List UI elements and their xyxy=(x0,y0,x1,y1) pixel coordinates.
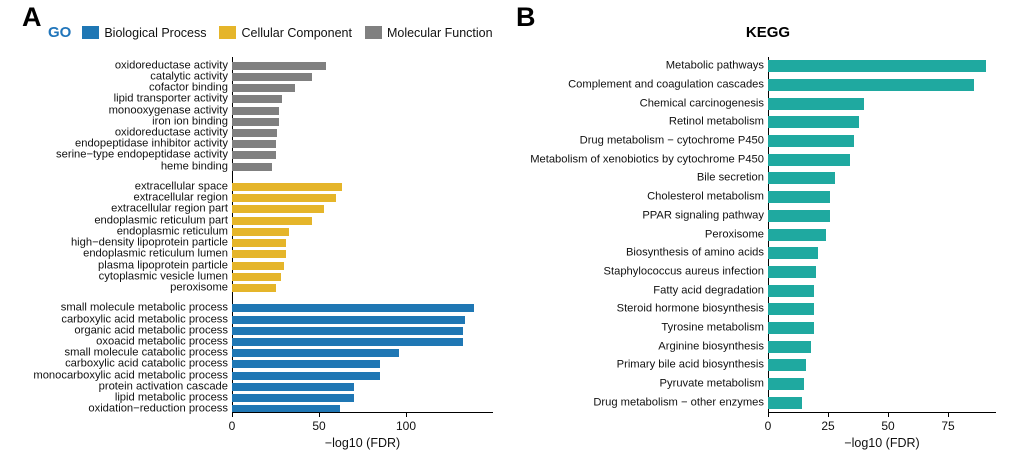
go-bar-label: cytoplasmic vesicle lumen xyxy=(98,270,228,283)
legend-item-cellular-component xyxy=(219,26,351,40)
kegg-bar xyxy=(625,246,818,259)
go-bar xyxy=(170,281,276,294)
go-bar-label: organic acid metabolic process xyxy=(74,324,228,337)
go-bar xyxy=(111,202,324,215)
legend-swatch-cellular-component xyxy=(219,26,236,39)
go-bar xyxy=(133,191,336,204)
kegg-bar-label: Bile secretion xyxy=(696,171,764,184)
go-tick xyxy=(319,412,320,417)
kegg-bar xyxy=(653,283,814,297)
go-bar xyxy=(116,225,289,238)
go-bar-label: small molecule catabolic process xyxy=(64,346,228,359)
go-bar xyxy=(74,324,463,337)
go-bar-label: heme binding xyxy=(160,160,228,173)
go-bar xyxy=(64,346,399,359)
kegg-title: KEGG xyxy=(745,24,791,41)
go-tick-label: 0 xyxy=(228,419,236,433)
legend-label-biological-process: Biological Process xyxy=(104,25,207,40)
go-bar xyxy=(98,258,284,271)
go-tick-label: 50 xyxy=(312,419,326,433)
go-bar-label: oxoacid metabolic process xyxy=(96,335,228,348)
go-bar-label: monooxygenase activity xyxy=(108,103,228,116)
kegg-bar-label: Retinol metabolism xyxy=(668,115,764,128)
go-bar-label: high−density lipoprotein particle xyxy=(70,236,228,249)
go-bar xyxy=(61,312,465,325)
go-bar xyxy=(70,236,286,249)
kegg-bar-label: Arginine biosynthesis xyxy=(658,339,764,352)
go-bar xyxy=(98,380,354,393)
go-bar xyxy=(152,115,279,128)
go-bar xyxy=(149,81,295,94)
go-bar-label: oxidoreductase activity xyxy=(114,126,228,139)
go-bar xyxy=(114,126,277,139)
kegg-tick-label: 50 xyxy=(881,419,895,433)
go-x-axis-title: −log10 (FDR) xyxy=(324,436,401,450)
go-x-axis-line xyxy=(232,412,493,413)
legend-title: GO xyxy=(48,24,72,41)
go-bar-label: iron ion binding xyxy=(152,115,228,128)
kegg-tick-label: 25 xyxy=(821,419,835,433)
go-bar-label: extracellular region xyxy=(133,191,228,204)
kegg-bar xyxy=(665,59,986,72)
kegg-tick-label: 0 xyxy=(764,419,772,433)
go-bar-label: endoplasmic reticulum lumen xyxy=(83,247,228,260)
go-bar xyxy=(114,59,326,72)
go-tick-label: 100 xyxy=(395,419,417,433)
kegg-x-axis-line xyxy=(768,412,996,413)
kegg-bar xyxy=(647,190,830,203)
kegg-bar-label: Tyrosine metabolism xyxy=(661,321,764,334)
kegg-bar xyxy=(616,302,814,315)
kegg-bar xyxy=(593,396,802,409)
go-bar-label: monocarboxylic acid metabolic process xyxy=(33,369,228,382)
go-tick xyxy=(232,412,233,417)
kegg-bar xyxy=(616,358,806,371)
go-bar xyxy=(60,301,474,314)
kegg-bar xyxy=(668,115,859,128)
kegg-bar xyxy=(704,227,826,241)
kegg-bar xyxy=(603,265,816,278)
go-bar-label: extracellular region part xyxy=(111,202,228,215)
go-bar xyxy=(56,148,276,161)
go-bar-label: protein activation cascade xyxy=(98,380,228,393)
kegg-tick-label: 75 xyxy=(941,419,955,433)
go-bar xyxy=(94,214,312,227)
legend-swatch-biological-process xyxy=(82,26,99,39)
kegg-bar xyxy=(642,209,830,222)
kegg-bar-label: Cholesterol metabolism xyxy=(647,190,764,203)
go-bar xyxy=(113,92,282,105)
go-bar xyxy=(33,369,380,382)
go-bar-label: carboxylic acid catabolic process xyxy=(65,357,228,370)
kegg-bar xyxy=(696,171,835,184)
go-bar-label: endoplasmic reticulum xyxy=(116,225,228,238)
kegg-bar-label: Metabolic pathways xyxy=(665,59,764,72)
go-bar-label: small molecule metabolic process xyxy=(60,301,228,314)
kegg-bar-label: Drug metabolism − other enzymes xyxy=(593,396,764,409)
go-bar-label: carboxylic acid metabolic process xyxy=(61,312,228,325)
kegg-bar xyxy=(639,97,864,110)
go-bar-label: lipid transporter activity xyxy=(113,92,228,105)
kegg-tick xyxy=(888,412,889,417)
go-tick xyxy=(406,412,407,417)
go-bar xyxy=(150,70,312,83)
kegg-bar xyxy=(579,134,854,147)
kegg-bar-label: Peroxisome xyxy=(704,227,764,240)
legend-label-molecular-function: Molecular Function xyxy=(386,25,493,40)
go-bar xyxy=(114,391,354,404)
go-bar xyxy=(98,270,281,283)
go-bar-label: oxidoreductase activity xyxy=(114,59,228,72)
kegg-bar xyxy=(659,377,804,390)
go-bar xyxy=(75,137,276,150)
kegg-bar-label: Fatty acid degradation xyxy=(653,283,764,296)
kegg-tick xyxy=(948,412,949,417)
go-bar-label: peroxisome xyxy=(170,281,228,294)
go-bar xyxy=(65,357,380,370)
go-legend xyxy=(48,24,499,41)
kegg-bar-label: Chemical carcinogenesis xyxy=(639,97,764,110)
kegg-bar-label: Staphylococcus aureus infection xyxy=(603,265,764,278)
go-bar-label: endoplasmic reticulum part xyxy=(94,214,228,227)
kegg-bar xyxy=(661,321,814,334)
panel-label-a: A xyxy=(22,2,42,32)
kegg-bar-label: Biosynthesis of amino acids xyxy=(625,246,764,259)
panel-go xyxy=(0,0,510,449)
go-bar xyxy=(108,103,279,116)
kegg-x-axis-title: −log10 (FDR) xyxy=(844,436,920,450)
go-bar xyxy=(83,247,286,260)
kegg-bar-label: Complement and coagulation cascades xyxy=(568,78,764,91)
kegg-bar-label: Drug metabolism − cytochrome P450 xyxy=(579,134,764,147)
go-bar-label: endopeptidase inhibitor activity xyxy=(75,137,228,150)
go-bar xyxy=(160,160,272,173)
kegg-bar-label: Pyruvate metabolism xyxy=(659,377,764,390)
kegg-tick xyxy=(828,412,829,417)
panel-kegg xyxy=(510,0,1020,449)
legend-item-molecular-function xyxy=(365,26,493,40)
go-bar-label: extracellular space xyxy=(134,180,228,193)
kegg-bar xyxy=(658,339,811,353)
go-bar-label: catalytic activity xyxy=(150,70,228,83)
legend-item-biological-process xyxy=(82,26,206,40)
go-plot-area xyxy=(33,57,493,415)
kegg-bar xyxy=(530,153,850,166)
go-bar xyxy=(134,180,342,193)
kegg-bar xyxy=(568,78,974,91)
kegg-bar-label: Metabolism of xenobiotics by cytochrome P450 xyxy=(530,153,764,166)
kegg-plot-area xyxy=(530,57,996,412)
legend-swatch-molecular-function xyxy=(365,26,382,39)
go-bar-label: oxidation−reduction process xyxy=(88,402,228,415)
kegg-tick xyxy=(768,412,769,417)
kegg-bar-label: PPAR signaling pathway xyxy=(642,209,764,222)
go-bar xyxy=(96,335,463,348)
kegg-bar-label: Steroid hormone biosynthesis xyxy=(616,302,764,315)
go-bar-label: lipid metabolic process xyxy=(114,391,228,404)
go-bar-label: serine−type endopeptidase activity xyxy=(56,148,228,161)
go-bar-label: plasma lipoprotein particle xyxy=(98,258,228,271)
kegg-bar-label: Primary bile acid biosynthesis xyxy=(616,358,764,371)
go-bar-label: cofactor binding xyxy=(149,81,228,94)
panel-label-b: B xyxy=(516,2,536,32)
legend-label-cellular-component: Cellular Component xyxy=(241,25,352,40)
